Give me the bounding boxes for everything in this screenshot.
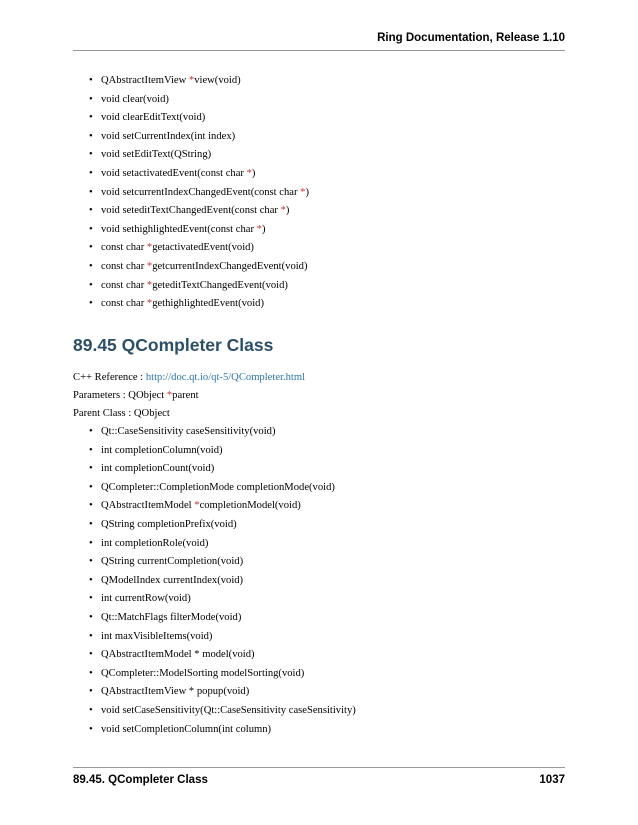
method-item: • int completionCount(void) xyxy=(73,460,356,479)
method-item: • const char *geteditTextChangedEvent(void) xyxy=(73,277,309,296)
method-item: • Qt::MatchFlags filterMode(void) xyxy=(73,609,356,628)
method-item: • void setcurrentIndexChangedEvent(const char *) xyxy=(73,184,309,203)
method-item: • QCompleter::ModelSorting modelSorting(void) xyxy=(73,665,356,684)
method-item: • void clearEditText(void) xyxy=(73,109,309,128)
method-item: • int completionRole(void) xyxy=(73,535,356,554)
method-item: • QAbstractItemModel * model(void) xyxy=(73,646,356,665)
method-item: • void setactivatedEvent(const char *) xyxy=(73,165,309,184)
method-item: • QString currentCompletion(void) xyxy=(73,553,356,572)
footer-divider xyxy=(73,767,565,768)
cpp-reference-label: C++ Reference : xyxy=(73,372,146,383)
method-item: • const char *getactivatedEvent(void) xyxy=(73,239,309,258)
method-item: • void clear(void) xyxy=(73,91,309,110)
method-item: • int maxVisibleItems(void) xyxy=(73,628,356,647)
method-item: • void setCurrentIndex(int index) xyxy=(73,128,309,147)
method-item: • void setCaseSensitivity(Qt::CaseSensitivity caseSensitivity) xyxy=(73,702,356,721)
method-item: • void sethighlightedEvent(const char *) xyxy=(73,221,309,240)
page-header-title: Ring Documentation, Release 1.10 xyxy=(377,32,565,44)
method-item: • QAbstractItemView *view(void) xyxy=(73,72,309,91)
method-item: • QAbstractItemModel *completionModel(void) xyxy=(73,497,356,516)
method-item: • const char *getcurrentIndexChangedEvent(void) xyxy=(73,258,309,277)
footer-page-number: 1037 xyxy=(539,774,565,786)
section-heading: 89.45 QCompleter Class xyxy=(73,335,274,355)
method-item: • void seteditTextChangedEvent(const char *) xyxy=(73,202,309,221)
method-item: • Qt::CaseSensitivity caseSensitivity(void) xyxy=(73,423,356,442)
method-item: • QAbstractItemView * popup(void) xyxy=(73,683,356,702)
page-footer xyxy=(73,772,565,788)
footer-section-title: 89.45. QCompleter Class xyxy=(73,774,208,786)
parent-class-line: Parent Class : QObject xyxy=(73,408,170,419)
method-item: • QString completionPrefix(void) xyxy=(73,516,356,535)
previous-methods-list xyxy=(73,72,309,314)
method-item: • void setEditText(QString) xyxy=(73,146,309,165)
cpp-reference-link[interactable]: http://doc.qt.io/qt-5/QCompleter.html xyxy=(145,372,306,383)
method-item: • QModelIndex currentIndex(void) xyxy=(73,572,356,591)
method-item: • void setCompletionColumn(int column) xyxy=(73,721,356,740)
method-item: • int completionColumn(void) xyxy=(73,442,356,461)
parameters-line: Parameters : QObject *parent xyxy=(73,390,199,401)
method-item: • const char *gethighlightedEvent(void) xyxy=(73,295,309,314)
header-divider xyxy=(73,50,565,51)
methods-list xyxy=(73,423,356,739)
cpp-reference-line xyxy=(73,369,305,387)
method-item: • QCompleter::CompletionMode completionMode(void) xyxy=(73,479,356,498)
method-item: • int currentRow(void) xyxy=(73,590,356,609)
